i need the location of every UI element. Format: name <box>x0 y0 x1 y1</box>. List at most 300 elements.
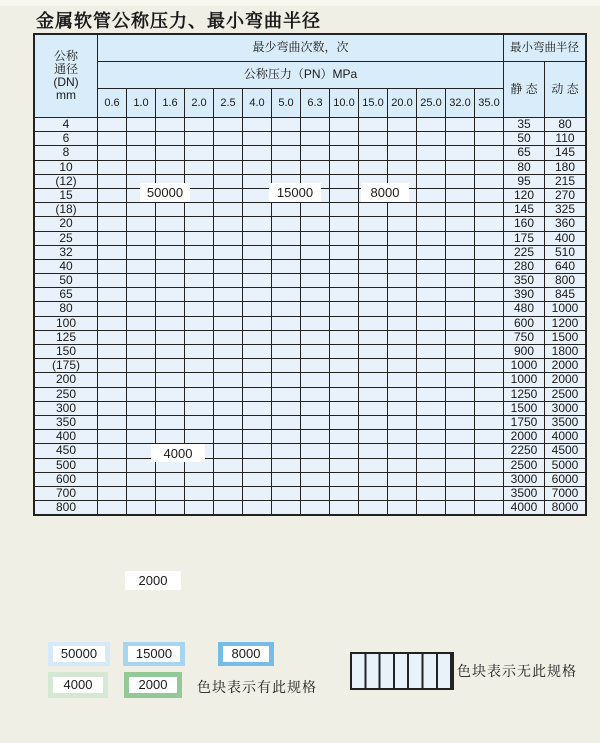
pressure-column-5.0: 5.0 <box>272 89 301 118</box>
spec-cell-8-10.0 <box>330 146 359 160</box>
static-radius-value: 1000 <box>504 359 545 373</box>
spec-cell-50-1.6 <box>156 274 185 288</box>
spec-cell-8-4.0 <box>243 146 272 160</box>
spec-cell-800-1.6 <box>156 501 185 516</box>
row-dn-(175) <box>34 359 586 373</box>
spec-cell-(18)-6.3 <box>301 203 330 217</box>
spec-cell-200-25.0 <box>417 373 446 387</box>
spec-cell-125-4.0 <box>243 330 272 344</box>
spec-cell-350-4.0 <box>243 415 272 429</box>
static-radius-value: 120 <box>504 188 545 202</box>
spec-cell-20-4.0 <box>243 217 272 231</box>
dynamic-radius-value: 1200 <box>545 316 587 330</box>
spec-cell-125-1.6 <box>156 330 185 344</box>
static-radius-value: 600 <box>504 316 545 330</box>
spec-cell-4-35.0 <box>475 118 504 132</box>
spec-cell-200-32.0 <box>446 373 475 387</box>
pressure-column-1.6: 1.6 <box>156 89 185 118</box>
spec-cell-500-6.3 <box>301 458 330 472</box>
spec-cell-4-2.5 <box>214 118 243 132</box>
spec-cell-150-20.0 <box>388 345 417 359</box>
legend-swatch-15000 <box>123 642 185 666</box>
spec-cell-(18)-5.0 <box>272 203 301 217</box>
spec-cell-250-1.6 <box>156 387 185 401</box>
spec-cell-4-15.0 <box>359 118 388 132</box>
spec-cell-250-32.0 <box>446 387 475 401</box>
spec-cell-65-6.3 <box>301 288 330 302</box>
spec-cell-(12)-4.0 <box>243 174 272 188</box>
spec-cell-450-15.0 <box>359 444 388 458</box>
spec-cell-32-0.6 <box>98 245 127 259</box>
spec-cell-400-10.0 <box>330 430 359 444</box>
dn-label: 25 <box>34 231 98 245</box>
spec-cell-300-4.0 <box>243 401 272 415</box>
spec-cell-400-20.0 <box>388 430 417 444</box>
spec-cell-6-10.0 <box>330 132 359 146</box>
dn-label: 4 <box>34 118 98 132</box>
static-header: 静 态 <box>504 62 545 118</box>
spec-cell-700-4.0 <box>243 486 272 500</box>
dn-label: 40 <box>34 259 98 273</box>
spec-cell-200-35.0 <box>475 373 504 387</box>
spec-cell-250-4.0 <box>243 387 272 401</box>
dynamic-radius-value: 145 <box>545 146 587 160</box>
static-radius-value: 2500 <box>504 458 545 472</box>
spec-cell-350-1.0 <box>127 415 156 429</box>
static-radius-value: 350 <box>504 274 545 288</box>
no-spec-hatch-swatch <box>350 652 454 690</box>
radius-header: 最小弯曲半径 <box>504 34 587 62</box>
spec-cell-15-25.0 <box>417 188 446 202</box>
spec-cell-80-0.6 <box>98 302 127 316</box>
spec-cell-40-0.6 <box>98 259 127 273</box>
spec-cell-40-1.0 <box>127 259 156 273</box>
spec-cell-800-2.5 <box>214 501 243 516</box>
spec-cell-4-32.0 <box>446 118 475 132</box>
spec-cell-400-5.0 <box>272 430 301 444</box>
spec-cell-4-4.0 <box>243 118 272 132</box>
spec-cell-125-32.0 <box>446 330 475 344</box>
spec-cell-700-35.0 <box>475 486 504 500</box>
dn-label: 200 <box>34 373 98 387</box>
dn-column-header: 公称 通径 (DN) mm <box>34 34 98 118</box>
spec-cell-65-4.0 <box>243 288 272 302</box>
spec-cell-8-0.6 <box>98 146 127 160</box>
spec-cell-20-20.0 <box>388 217 417 231</box>
spec-cell-200-0.6 <box>98 373 127 387</box>
spec-cell-200-4.0 <box>243 373 272 387</box>
spec-cell-125-0.6 <box>98 330 127 344</box>
spec-cell-800-10.0 <box>330 501 359 516</box>
spec-cell-4-6.3 <box>301 118 330 132</box>
spec-cell-10-5.0 <box>272 160 301 174</box>
spec-cell-600-35.0 <box>475 472 504 486</box>
dn-label: 8 <box>34 146 98 160</box>
spec-cell-250-6.3 <box>301 387 330 401</box>
pressure-column-20.0: 20.0 <box>388 89 417 118</box>
spec-cell-700-25.0 <box>417 486 446 500</box>
spec-cell-600-1.6 <box>156 472 185 486</box>
spec-cell-4-25.0 <box>417 118 446 132</box>
spec-cell-500-35.0 <box>475 458 504 472</box>
page-title: 金属软管公称压力、最小弯曲半径 <box>36 11 321 32</box>
spec-cell-(175)-25.0 <box>417 359 446 373</box>
spec-cell-50-6.3 <box>301 274 330 288</box>
spec-cell-10-32.0 <box>446 160 475 174</box>
spec-cell-15-10.0 <box>330 188 359 202</box>
spec-cell-(12)-10.0 <box>330 174 359 188</box>
spec-cell-6-1.6 <box>156 132 185 146</box>
spec-cell-125-2.5 <box>214 330 243 344</box>
spec-cell-150-5.0 <box>272 345 301 359</box>
dn-label: 400 <box>34 430 98 444</box>
spec-cell-600-6.3 <box>301 472 330 486</box>
spec-cell-50-15.0 <box>359 274 388 288</box>
spec-cell-4-2.0 <box>185 118 214 132</box>
spec-cell-40-20.0 <box>388 259 417 273</box>
static-radius-value: 1750 <box>504 415 545 429</box>
dynamic-radius-value: 640 <box>545 259 587 273</box>
header-row-bend-cycles <box>34 34 586 62</box>
spec-cell-80-4.0 <box>243 302 272 316</box>
spec-cell-800-1.0 <box>127 501 156 516</box>
spec-cell-(175)-35.0 <box>475 359 504 373</box>
dn-label: 32 <box>34 245 98 259</box>
spec-cell-350-5.0 <box>272 415 301 429</box>
spec-cell-20-15.0 <box>359 217 388 231</box>
dn-label: 600 <box>34 472 98 486</box>
static-radius-value: 35 <box>504 118 545 132</box>
spec-cell-(12)-25.0 <box>417 174 446 188</box>
spec-cell-(18)-2.0 <box>185 203 214 217</box>
spec-cell-65-32.0 <box>446 288 475 302</box>
spec-cell-20-6.3 <box>301 217 330 231</box>
spec-cell-700-2.0 <box>185 486 214 500</box>
dynamic-radius-value: 360 <box>545 217 587 231</box>
row-dn-800 <box>34 501 586 516</box>
dn-label: 125 <box>34 330 98 344</box>
spec-cell-50-5.0 <box>272 274 301 288</box>
zone-label-15000: 15000 <box>269 183 321 202</box>
spec-cell-40-5.0 <box>272 259 301 273</box>
spec-cell-32-5.0 <box>272 245 301 259</box>
spec-cell-8-35.0 <box>475 146 504 160</box>
dynamic-radius-value: 7000 <box>545 486 587 500</box>
spec-cell-8-2.0 <box>185 146 214 160</box>
legend-swatch-label: 50000 <box>53 646 105 662</box>
row-dn-350 <box>34 415 586 429</box>
spec-cell-6-0.6 <box>98 132 127 146</box>
spec-cell-80-1.6 <box>156 302 185 316</box>
row-dn-150 <box>34 345 586 359</box>
spec-cell-500-32.0 <box>446 458 475 472</box>
dn-label: 500 <box>34 458 98 472</box>
spec-cell-450-4.0 <box>243 444 272 458</box>
dn-label: 700 <box>34 486 98 500</box>
spec-cell-(18)-0.6 <box>98 203 127 217</box>
zone-label-2000: 2000 <box>125 571 181 590</box>
static-radius-value: 175 <box>504 231 545 245</box>
spec-cell-65-25.0 <box>417 288 446 302</box>
spec-cell-250-2.5 <box>214 387 243 401</box>
spec-cell-700-0.6 <box>98 486 127 500</box>
spec-cell-15-32.0 <box>446 188 475 202</box>
row-dn-25 <box>34 231 586 245</box>
spec-cell-10-35.0 <box>475 160 504 174</box>
spec-cell-200-15.0 <box>359 373 388 387</box>
spec-cell-350-6.3 <box>301 415 330 429</box>
spec-cell-80-5.0 <box>272 302 301 316</box>
dynamic-radius-value: 270 <box>545 188 587 202</box>
spec-cell-250-15.0 <box>359 387 388 401</box>
spec-cell-800-0.6 <box>98 501 127 516</box>
spec-cell-6-5.0 <box>272 132 301 146</box>
spec-cell-125-6.3 <box>301 330 330 344</box>
legend-swatch-label: 8000 <box>223 646 269 662</box>
spec-cell-350-2.0 <box>185 415 214 429</box>
spec-cell-25-6.3 <box>301 231 330 245</box>
spec-cell-(175)-6.3 <box>301 359 330 373</box>
spec-cell-20-2.5 <box>214 217 243 231</box>
spec-cell-10-4.0 <box>243 160 272 174</box>
dn-label: 20 <box>34 217 98 231</box>
static-radius-value: 900 <box>504 345 545 359</box>
spec-cell-8-5.0 <box>272 146 301 160</box>
spec-cell-800-32.0 <box>446 501 475 516</box>
pressure-column-32.0: 32.0 <box>446 89 475 118</box>
spec-cell-500-4.0 <box>243 458 272 472</box>
static-radius-value: 50 <box>504 132 545 146</box>
row-dn-6 <box>34 132 586 146</box>
spec-cell-80-15.0 <box>359 302 388 316</box>
spec-cell-250-35.0 <box>475 387 504 401</box>
spec-cell-25-32.0 <box>446 231 475 245</box>
spec-cell-100-0.6 <box>98 316 127 330</box>
static-radius-value: 2000 <box>504 430 545 444</box>
static-radius-value: 225 <box>504 245 545 259</box>
dynamic-radius-value: 325 <box>545 203 587 217</box>
dynamic-radius-value: 400 <box>545 231 587 245</box>
spec-cell-500-25.0 <box>417 458 446 472</box>
dynamic-header: 动 态 <box>545 62 587 118</box>
legend-swatch-4000 <box>48 672 108 698</box>
spec-cell-800-4.0 <box>243 501 272 516</box>
spec-cell-600-2.0 <box>185 472 214 486</box>
row-dn-(18) <box>34 203 586 217</box>
spec-cell-125-10.0 <box>330 330 359 344</box>
spec-cell-50-32.0 <box>446 274 475 288</box>
spec-cell-(18)-20.0 <box>388 203 417 217</box>
spec-cell-(12)-35.0 <box>475 174 504 188</box>
spec-cell-6-4.0 <box>243 132 272 146</box>
row-dn-300 <box>34 401 586 415</box>
row-dn-450 <box>34 444 586 458</box>
spec-cell-20-32.0 <box>446 217 475 231</box>
spec-cell-65-1.0 <box>127 288 156 302</box>
spec-cell-32-2.5 <box>214 245 243 259</box>
spec-cell-80-20.0 <box>388 302 417 316</box>
spec-cell-(175)-1.0 <box>127 359 156 373</box>
spec-cell-6-32.0 <box>446 132 475 146</box>
spec-cell-50-10.0 <box>330 274 359 288</box>
spec-cell-6-35.0 <box>475 132 504 146</box>
spec-cell-32-4.0 <box>243 245 272 259</box>
spec-cell-250-10.0 <box>330 387 359 401</box>
spec-cell-32-15.0 <box>359 245 388 259</box>
spec-cell-800-20.0 <box>388 501 417 516</box>
spec-cell-250-5.0 <box>272 387 301 401</box>
spec-cell-450-20.0 <box>388 444 417 458</box>
spec-cell-500-0.6 <box>98 458 127 472</box>
spec-cell-350-0.6 <box>98 415 127 429</box>
bend-cycles-header: 最少弯曲次数，次 <box>98 34 504 62</box>
spec-cell-8-6.3 <box>301 146 330 160</box>
spec-cell-(175)-2.0 <box>185 359 214 373</box>
spec-cell-150-1.0 <box>127 345 156 359</box>
row-dn-100 <box>34 316 586 330</box>
dn-label: 65 <box>34 288 98 302</box>
spec-cell-100-35.0 <box>475 316 504 330</box>
row-dn-65 <box>34 288 586 302</box>
spec-cell-40-15.0 <box>359 259 388 273</box>
spec-cell-80-1.0 <box>127 302 156 316</box>
spec-cell-250-0.6 <box>98 387 127 401</box>
spec-cell-(12)-2.5 <box>214 174 243 188</box>
static-radius-value: 1000 <box>504 373 545 387</box>
spec-cell-(175)-15.0 <box>359 359 388 373</box>
dynamic-radius-value: 5000 <box>545 458 587 472</box>
spec-cell-15-0.6 <box>98 188 127 202</box>
pressure-column-10.0: 10.0 <box>330 89 359 118</box>
spec-cell-(18)-4.0 <box>243 203 272 217</box>
spec-cell-50-25.0 <box>417 274 446 288</box>
spec-cell-450-10.0 <box>330 444 359 458</box>
spec-cell-(175)-4.0 <box>243 359 272 373</box>
spec-cell-(175)-5.0 <box>272 359 301 373</box>
spec-cell-20-35.0 <box>475 217 504 231</box>
pressure-column-2.0: 2.0 <box>185 89 214 118</box>
dn-label: 15 <box>34 188 98 202</box>
spec-cell-150-15.0 <box>359 345 388 359</box>
spec-cell-700-32.0 <box>446 486 475 500</box>
legend-swatch-2000 <box>124 672 182 698</box>
dynamic-radius-value: 4500 <box>545 444 587 458</box>
spec-cell-200-6.3 <box>301 373 330 387</box>
dynamic-radius-value: 4000 <box>545 430 587 444</box>
spec-cell-10-0.6 <box>98 160 127 174</box>
spec-cell-10-20.0 <box>388 160 417 174</box>
spec-cell-25-20.0 <box>388 231 417 245</box>
spec-cell-8-1.6 <box>156 146 185 160</box>
row-dn-8 <box>34 146 586 160</box>
spec-cell-10-25.0 <box>417 160 446 174</box>
spec-cell-800-15.0 <box>359 501 388 516</box>
spec-cell-300-1.0 <box>127 401 156 415</box>
spec-cell-300-2.5 <box>214 401 243 415</box>
spec-cell-300-5.0 <box>272 401 301 415</box>
spec-cell-32-32.0 <box>446 245 475 259</box>
spec-cell-450-35.0 <box>475 444 504 458</box>
spec-cell-(175)-32.0 <box>446 359 475 373</box>
spec-cell-125-25.0 <box>417 330 446 344</box>
dynamic-radius-value: 3000 <box>545 401 587 415</box>
spec-cell-125-1.0 <box>127 330 156 344</box>
spec-cell-600-5.0 <box>272 472 301 486</box>
spec-cell-32-25.0 <box>417 245 446 259</box>
spec-cell-350-35.0 <box>475 415 504 429</box>
spec-cell-100-10.0 <box>330 316 359 330</box>
spec-cell-250-1.0 <box>127 387 156 401</box>
spec-cell-125-35.0 <box>475 330 504 344</box>
spec-cell-50-20.0 <box>388 274 417 288</box>
static-radius-value: 160 <box>504 217 545 231</box>
spec-cell-6-2.5 <box>214 132 243 146</box>
spec-cell-300-15.0 <box>359 401 388 415</box>
spec-cell-20-10.0 <box>330 217 359 231</box>
spec-cell-600-32.0 <box>446 472 475 486</box>
spec-cell-250-2.0 <box>185 387 214 401</box>
spec-cell-700-15.0 <box>359 486 388 500</box>
spec-cell-450-6.3 <box>301 444 330 458</box>
static-radius-value: 750 <box>504 330 545 344</box>
spec-cell-80-25.0 <box>417 302 446 316</box>
has-spec-note: 色块表示有此规格 <box>197 679 317 695</box>
spec-cell-25-4.0 <box>243 231 272 245</box>
spec-cell-400-0.6 <box>98 430 127 444</box>
header-row-pressure-values <box>34 89 586 118</box>
static-radius-value: 3000 <box>504 472 545 486</box>
dn-label: 10 <box>34 160 98 174</box>
dn-label: 50 <box>34 274 98 288</box>
row-dn-50 <box>34 274 586 288</box>
spec-cell-10-2.0 <box>185 160 214 174</box>
legend-swatch-label: 4000 <box>53 677 103 693</box>
spec-cell-65-2.5 <box>214 288 243 302</box>
spec-cell-50-35.0 <box>475 274 504 288</box>
spec-cell-450-5.0 <box>272 444 301 458</box>
spec-cell-4-0.6 <box>98 118 127 132</box>
spec-cell-500-20.0 <box>388 458 417 472</box>
spec-cell-50-4.0 <box>243 274 272 288</box>
spec-cell-25-1.0 <box>127 231 156 245</box>
pressure-column-35.0: 35.0 <box>475 89 504 118</box>
spec-cell-700-1.6 <box>156 486 185 500</box>
spec-cell-600-2.5 <box>214 472 243 486</box>
spec-cell-20-1.0 <box>127 217 156 231</box>
static-radius-value: 1500 <box>504 401 545 415</box>
spec-cell-300-25.0 <box>417 401 446 415</box>
spec-cell-8-2.5 <box>214 146 243 160</box>
spec-cell-500-10.0 <box>330 458 359 472</box>
row-dn-125 <box>34 330 586 344</box>
spec-cell-32-10.0 <box>330 245 359 259</box>
legend-swatch-label: 15000 <box>128 646 180 662</box>
dynamic-radius-value: 1800 <box>545 345 587 359</box>
spec-cell-700-5.0 <box>272 486 301 500</box>
spec-cell-40-2.5 <box>214 259 243 273</box>
spec-cell-50-0.6 <box>98 274 127 288</box>
spec-cell-800-6.3 <box>301 501 330 516</box>
dynamic-radius-value: 3500 <box>545 415 587 429</box>
spec-cell-15-35.0 <box>475 188 504 202</box>
spec-cell-350-32.0 <box>446 415 475 429</box>
spec-cell-500-2.5 <box>214 458 243 472</box>
spec-cell-15-2.5 <box>214 188 243 202</box>
dynamic-radius-value: 2000 <box>545 373 587 387</box>
spec-cell-400-15.0 <box>359 430 388 444</box>
pressure-column-1.0: 1.0 <box>127 89 156 118</box>
zone-label-50000: 50000 <box>140 183 190 202</box>
